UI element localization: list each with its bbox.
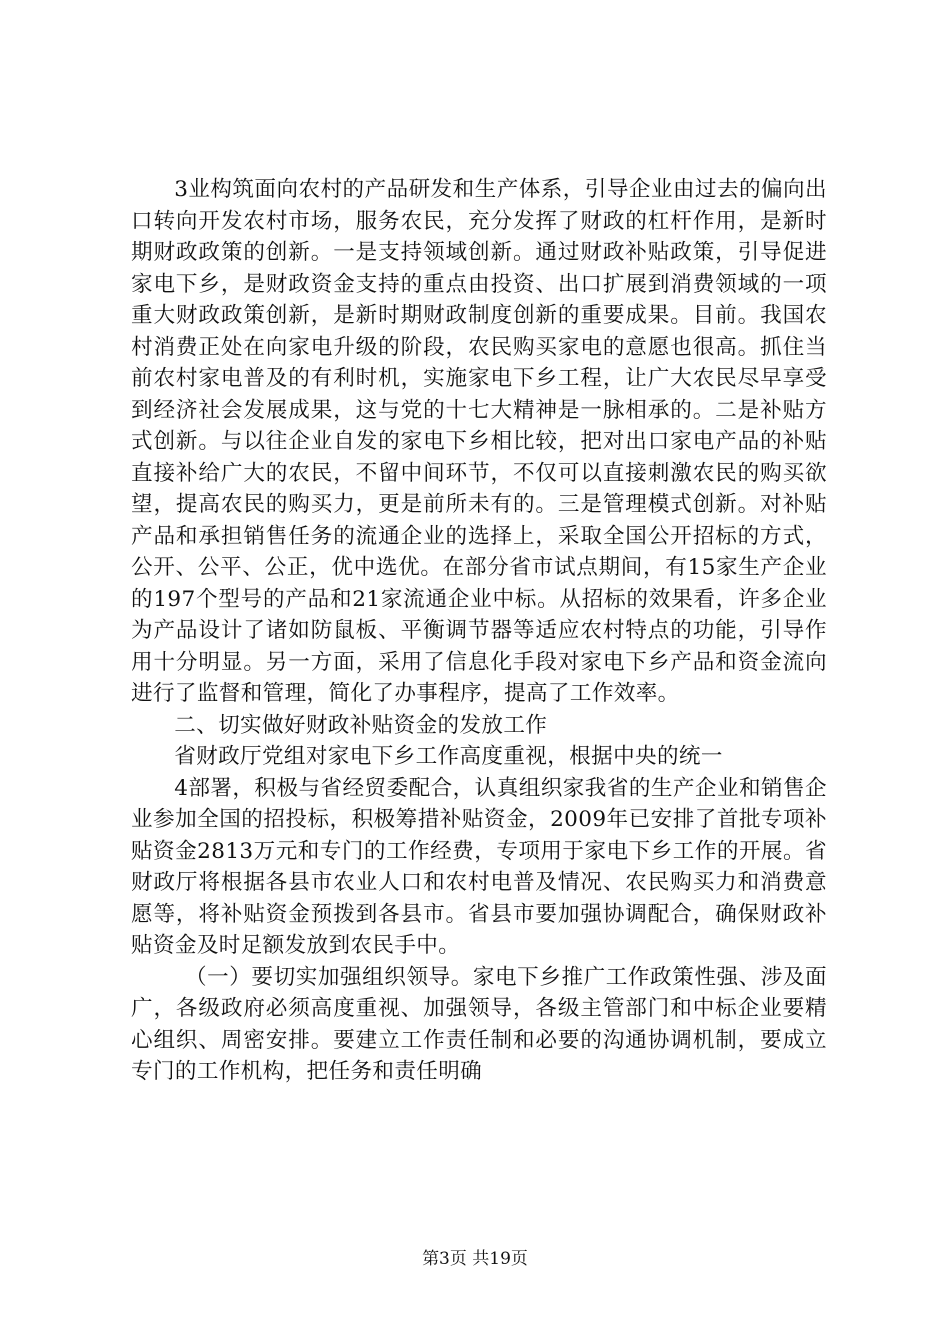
paragraph-deployment: 4部署，积极与省经贸委配合，认真组织家我省的生产企业和销售企业参加全国的招投标，积极筹措补贴资金，2009年已安排了首批专项补贴资金2813万元和专门的工作经费，专项用于家电下乡工作的开展。省财政厅将根据各县市农业人口和农村电普及情况、农民购买力和消费意愿等，将补贴资金预拨到各县市。省县市要加强协调配合，确保财政补贴资金及时足额发放到农民手中。 [131, 775, 827, 958]
page-number-footer: 第3页 共19页 [422, 1249, 528, 1269]
paragraph-organization: （一）要切实加强组织领导。家电下乡推广工作政策性强、涉及面广，各级政府必须高度重视、加强领导，各级主管部门和中标企业要精心组织、周密安排。要建立工作责任制和必要的沟通协调机制，要成立专门的工作机构，把任务和责任明确 [131, 964, 827, 1084]
paragraph-innovation: 3业构筑面向农村的产品研发和生产体系，引导企业由过去的偏向出口转向开发农村市场，服务农民，充分发挥了财政的杠杆作用，是新时期财政政策的创新。一是支持领域创新。通过财政补贴政策，引导促进家电下乡，是财政资金支持的重点由投资、出口扩展到消费领域的一项重大财政政策创新，是新时期财政制度创新的重要成果。目前。我国农村消费正处在向家电升级的阶段，农民购买家电的意愿也很高。抓住当前农村家电普及的有利时机，实施家电下乡工程，让广大农民尽早享受到经济社会发展成果，这与党的十七大精神是一脉相承的。二是补贴方式创新。与以往企业自发的家电下乡相比较，把对出口家电产品的补贴直接补给广大的农民，不留中间环节，不仅可以直接刺激农民的购买欲望，提高农民的购买力，更是前所未有的。三是管理模式创新。对补贴产品和承担销售任务的流通企业的选择上，采取全国公开招标的方式，公开、公平、公正，优中选优。在部分省市试点期间，有15家生产企业的197个型号的产品和21家流通企业中标。从招标的效果看，许多企业为产品设计了诸如防鼠板、平衡调节器等适应农村特点的功能，引导作用十分明显。另一方面，采用了信息化手段对家电下乡产品和资金流向进行了监督和管理，简化了办事程序，提高了工作效率。 [131, 177, 827, 706]
section-heading: 二、切实做好财政补贴资金的发放工作 [174, 712, 548, 738]
document-body [131, 174, 827, 1088]
paragraph-provincial-finance: 省财政厅党组对家电下乡工作高度重视，根据中央的统一 [174, 744, 723, 769]
